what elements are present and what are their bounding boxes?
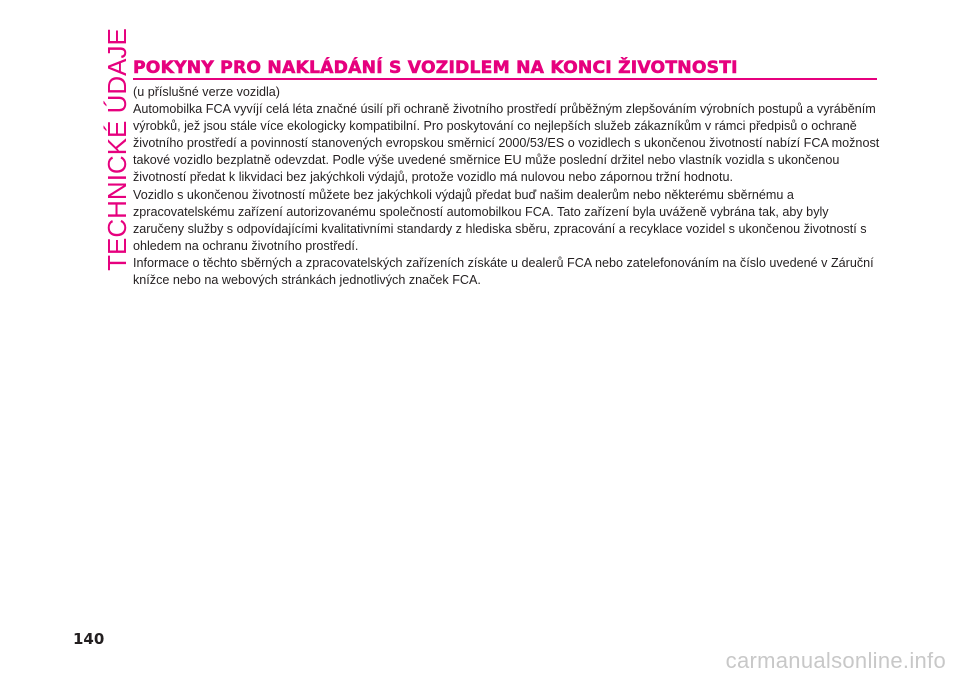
paragraph-information: Informace o těchto sběrných a zpracovatelských zařízeních získáte u dealerů FCA nebo zatelefonováním na číslo uvedené v Záruční knížce nebo na webových stránkách jednotlivých značek FCA. [133,255,874,288]
heading-underline [133,78,877,80]
watermark-text: carmanualsonline.info [725,648,946,673]
section-side-title [80,28,132,271]
body-text [133,84,883,289]
section-side-title-text: TECHNICKÉ ÚDAJE [101,28,132,271]
paragraph-version-note: (u příslušné verze vozidla) [133,85,280,99]
paragraph-intro: Automobilka FCA vyvíjí celá léta značné úsilí při ochraně životního prostředí průběžným zlepšováním výrobních postupů a vyráběním výrobků, jež jsou stále více ekologicky kompatibilní. Pro poskytování co nejlepších služeb zákazníkům v rámci předpisů o ochraně životního prostředí a povinností stanovených evropskou směrnicí 2000/53/ES o vozidlech s ukončenou životností nabízí FCA možnost takové vozidlo bezplatně odevzdat. Podle výše uvedené směrnice EU může poslední držitel nebo vlastník vozidla s ukončenou životností předat k likvidaci bez jakýchkoli výdajů, protože vozidlo má nulovou nebo zápornou tržní hodnotu. [133,102,880,185]
page-heading: POKYNY PRO NAKLÁDÁNÍ S VOZIDLEM NA KONCI ŽIVOTNOSTI [133,58,738,78]
paragraph-handover: Vozidlo s ukončenou životností můžete bez jakýchkoli výdajů předat buď našim dealerům nebo některému sběrnému a zpracovatelskému zařízení autorizovanému společností automobilkou FCA. Tato zařízení byla uváženě vybrána tak, aby byly zaručeny služby s odpovídajícími kvalitativními standardy z hlediska sběru, zpracování a recyklace vozidel s ukončenou životností s ohledem na ochranu životního prostředí. [133,187,867,253]
page-number: 140 [73,630,105,648]
